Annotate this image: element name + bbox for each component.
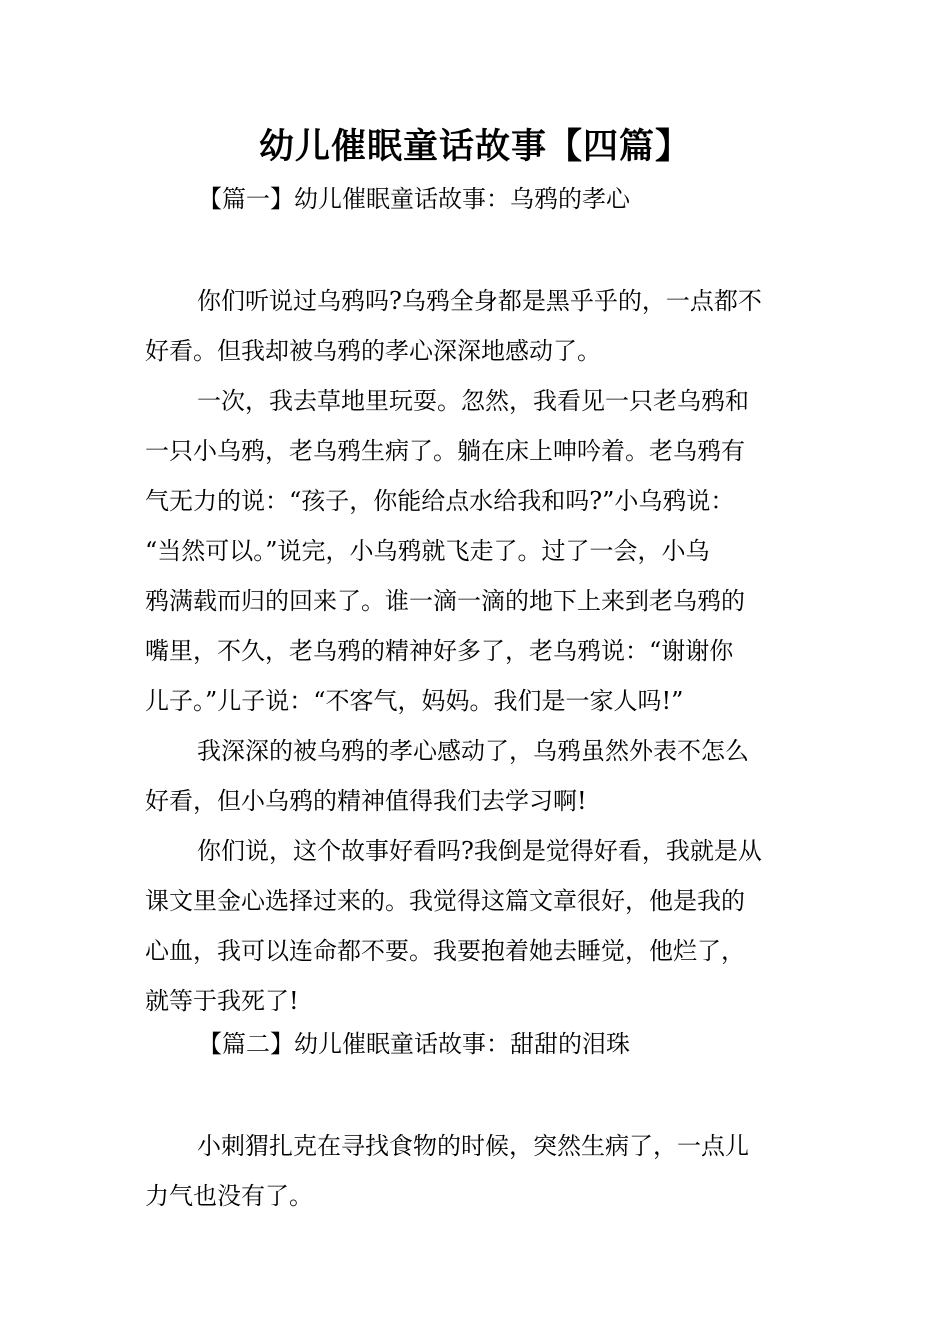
section-heading-1: 【篇一】幼儿催眠童话故事：乌鸦的孝心 [198, 185, 630, 213]
paragraph: 你们说，这个故事好看吗?我倒是觉得好看，我就是从 课文里金心选择过来的。我觉得这篇文章很好，他是我的 心血，我可以连命都不要。我要抱着她去睡觉，他烂了， 就等于我死了! [145, 837, 762, 1015]
section-heading-2: 【篇二】幼儿催眠童话故事：甜甜的泪珠 [198, 1030, 630, 1058]
paragraph: 我深深的被乌鸦的孝心感动了，乌鸦虽然外表不怎么 好看，但小乌鸦的精神值得我们去学习啊! [145, 737, 749, 815]
paragraph: 你们听说过乌鸦吗?乌鸦全身都是黑乎乎的，一点都不 好看。但我却被乌鸦的孝心深深地感动了。 [145, 287, 762, 365]
document-title: 幼儿催眠童话故事【四篇】 [258, 127, 691, 167]
paragraph: 一次，我去草地里玩耍。忽然，我看见一只老乌鸦和 一只小乌鸦，老乌鸦生病了。躺在床上呻吟着。老乌鸦有 气无力的说：“孩子，你能给点水给我和吗?”小乌鸦说： “当然可以。”说完，小乌鸦就飞走了。过了一会，小乌 鸦满载而归的回来了。谁一滴一滴的地下上来到老乌鸦的 嘴里，不久，老乌鸦的精神好多了，老乌鸦说：“谢谢你 儿子。”儿子说：“不客气，妈妈。我们是一家人吗!” [145, 387, 749, 715]
paragraph: 小刺猬扎克在寻找食物的时候，突然生病了，一点儿 力气也没有了。 [145, 1132, 749, 1210]
